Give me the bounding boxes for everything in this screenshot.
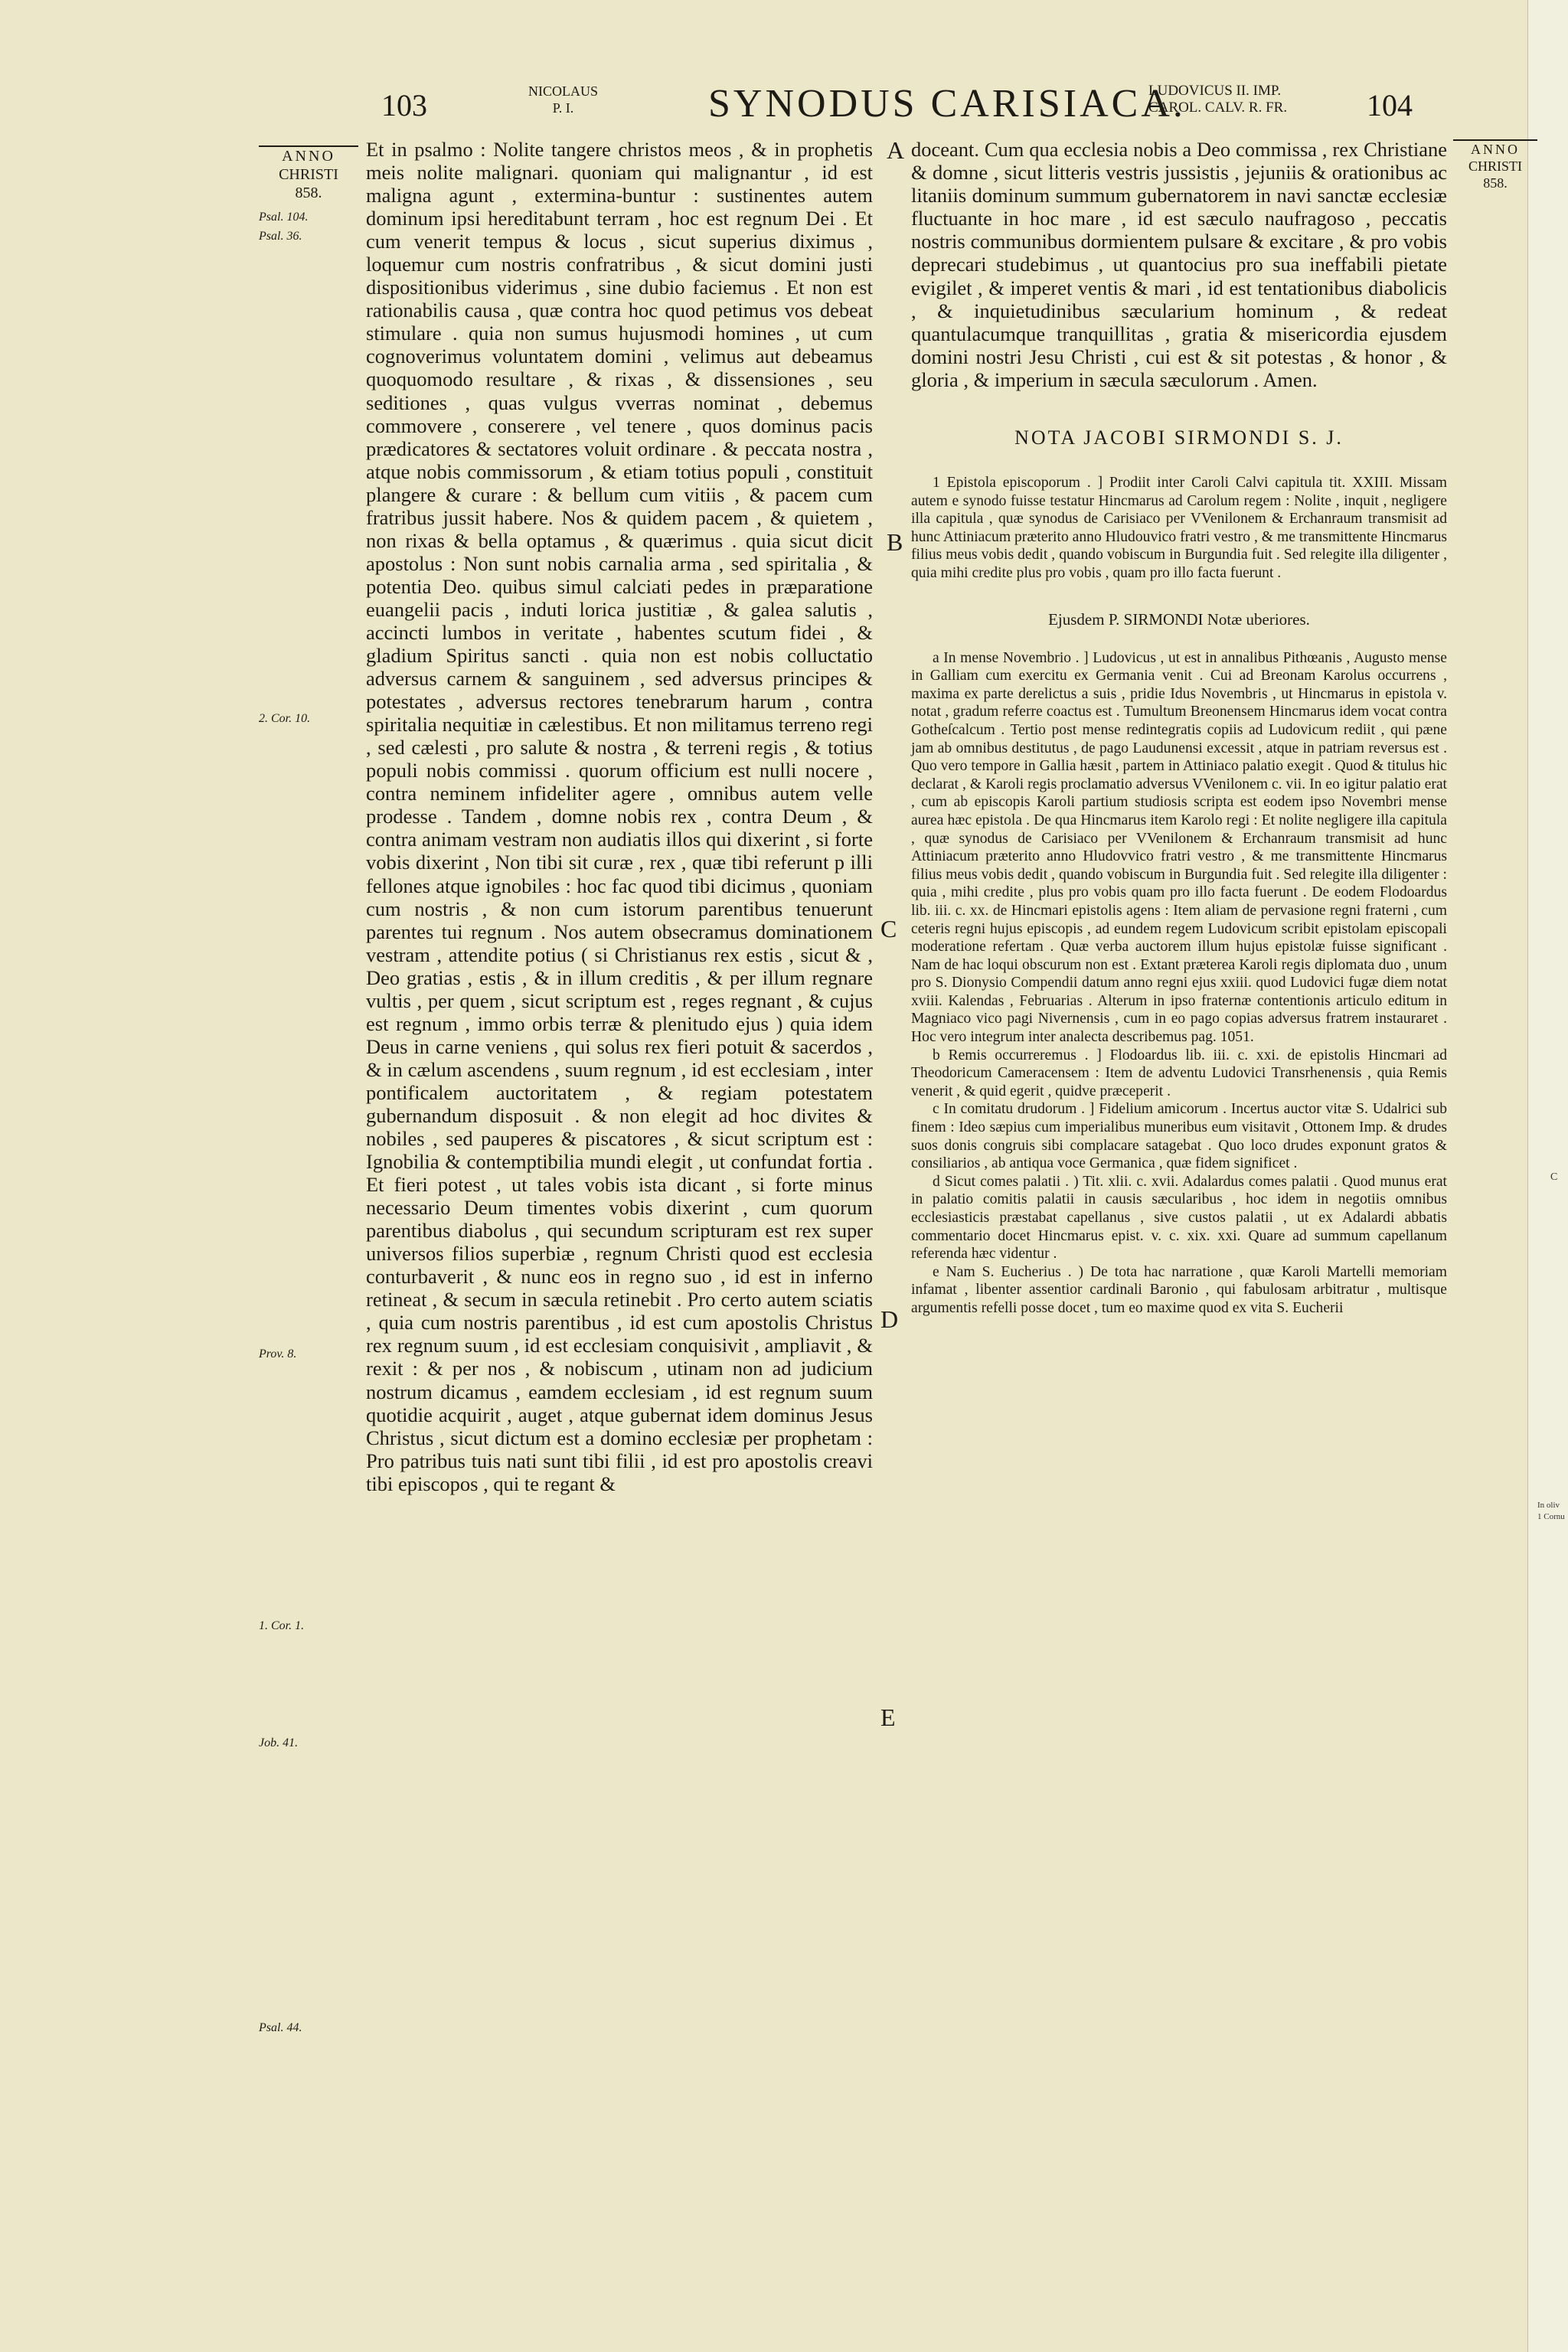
page-title: SYNODUS CARISIACA.: [708, 82, 1186, 126]
right-running-head: [1148, 83, 1287, 116]
nota-block: [911, 474, 1447, 583]
section-letter: D: [880, 1305, 899, 1333]
anno-word: ANNO: [259, 145, 358, 165]
anno-word: ANNO: [1453, 139, 1537, 158]
section-letter: B: [887, 528, 903, 556]
right-page-number: 104: [1367, 88, 1413, 122]
body-text: doceant. Cum qua ecclesia nobis a Deo commissa , rex Christiane & domne , sicut litteris vestris jussistis , jejuniis & orationibus ac litaniis dominum summum gubernatorem in navi sanctæ ecclesiæ fluctuante in hoc mare , id est sæculo naufragoso , peccatis nostris communibus dormientem pulsare & excitare , & pro vobis deprecari studebimus , ut quantocius pro sua ineffabili pietate evigilet , & imperet ventis & mari , id est tentationibus diabolicis , & inquietudinibus sæcularium hominum , & redeat quantulacumque tranquillitas , gratia & misericordia ejusdem domini nostri Jesu Christi , cui est & sit potestas , & honor , & gloria , & imperium in sæcula sæculorum . Amen.: [911, 138, 1447, 391]
note-paragraph: d Sicut comes palatii . ) Tit. xlii. c. xvii. Adalardus comes palatii . Quod munus erat in palatio comitis palatii in causis sæcularibus , hoc idem in negotiis omnibus ecclesiasticis præstabat capellanus , sive custos palatii , ut ex Adalardi abbatis commentario docet Hincmarus epist. v. c. xix. xxi. Quare ad summum capellanum referenda hæc videntur .: [911, 1173, 1447, 1263]
margin-note: 2. Cor. 10.: [259, 712, 311, 725]
running-head-line: CAROL. CALV. R. FR.: [1148, 100, 1288, 116]
body-text: Et in psalmo : Nolite tangere christos meos , & in prophetis meis nolite malignari. quoniam qui malignantur , id est maligna agunt , extermina-buntur : sustinentes autem dominum ipsi hereditabunt terram , hoc est regnum Dei . Et cum venerit tempus & locus , sicut superius diximus , loquemur cum nostris confratribus , & sicut domini justi dispositionibus viderimus , sine dubio faciemus . Et non est rationabilis causa , quæ contra hoc quod petimus vos debeat stimulare . quia non sumus hujusmodi homines , ut cum cognoverimus voluntatem domini , velimus aut debeamus quoquomodo resultare , & rixas , & dissensiones , seu seditiones , quas vulgus vverras nominat , debemus commovere , conserere , vel tenere , quos dominus pacis prædicatores & sectatores voluit ordinare . & peccata nostra , atque nobis commissorum , & etiam totius populi , constituit plangere & curare : & bellum cum vitiis , & pacem cum fratribus jussit habere. Nos & quidem pacem , & quietem , non rixas & bella optamus , & quærimus . quia sicut dicit apostolus : Non sunt nobis carnalia arma , sed spiritalia , & potentia Deo. quibus simul calciati pedes in præparatione euangelii pacis , induti lorica justitiæ , & galea salutis , accincti lumbos in veritate , habentes scutum fidei , & gladium Spiritus sancti . quia non est nobis colluctatio adversus carnem & sanguinem , sed adversus principes & potestates , adversus rectores tenebrarum harum , contra spiritalia nequitiæ in cælestibus. Et non militamus terreno regi , sed cælesti , pro salute & nostra , & terreni regis , & totius populi nobis commissi . quorum officium est nulli nocere , contra neminem infideliter agere , omnibus autem velle prodesse . Tandem , domne nobis rex , contra Deum , & contra animam vestram non audiatis illos qui dixerint , si forte vobis dixerint , Non tibi sit curæ , rex , quæ tibi referunt p illi fellones atque ignobiles : hoc fac quod tibi dicimus , quoniam cum nostris , & non cum istorum parentibus tenuerunt parentes tui regnum . Nos autem obsecramus dominationem vestram , attendite potius ( si Christianus rex estis , sicut & , Deo gratias , estis , & in illum creditis , & per illum regnare vultis , per quem , sicut scriptum est , reges regnant , & cujus est regnum , immo orbis terræ & plenitudo ejus ) quia idem Deus in carne veniens , qui solus rex fieri potuit & sacerdos , & in cælum ascendens , suum regnum , id est ecclesiam , inter pontificalem auctoritatem , & regiam potestatem gubernandum disposuit . & non elegit ad hoc divites & nobiles , sed pauperes & piscatores , & sicut scriptum est : Ignobilia & contemptibilia mundi elegit , ut confundat fortia . Et fieri potest , ut tales vobis ista dicant , si forte minus necessario Deum timentes vobis dixerint , cum quorum parentibus diabolus , qui secundum scripturam est rex super universos filios superbiæ , regnum Christi quod est ecclesia conturbaverit , & nunc eos in regno suo , id est in inferno retineat , & secum in sæcula retinebit . Pro certo autem sciatis , quia cum nostris parentibus , id est cum apostolis Christus rex regnum suum , id est ecclesiam conquisivit , ampliavit , & rexit : & per nos , & nobiscum , utinam non ad judicium nostrum dicamus , eamdem ecclesiam , id est regnum suum quotidie acquirit , auget , atque gubernat idem dominus Jesus Christus , sicut dictum est a domino ecclesiæ per prophetam : Pro patribus tuis nati sunt tibi filii , id est pro apostolis creavi tibi episcopos , qui te regant &: [366, 138, 873, 1495]
running-head-line: P. I.: [552, 100, 574, 116]
anno-year: 858.: [1483, 175, 1508, 191]
christi-word: CHRISTI: [279, 166, 338, 183]
margin-note: Psal. 104.: [259, 211, 309, 224]
left-running-head: [528, 83, 598, 116]
margin-note: Prov. 8.: [259, 1348, 297, 1361]
left-page-number: 103: [381, 88, 427, 122]
edge-mark: C: [1550, 1171, 1558, 1183]
page-edge-line: [1527, 0, 1528, 2352]
page-edge: [1527, 0, 1568, 2352]
anno-christi-left: [259, 145, 358, 202]
nota-heading: NOTA JACOBI SIRMONDI S. J.: [1014, 426, 1344, 449]
margin-note: Psal. 36.: [259, 230, 302, 243]
anno-christi-right: [1453, 139, 1537, 191]
running-head-line: LUDOVICUS II. IMP.: [1148, 83, 1282, 99]
running-head-line: NICOLAUS: [528, 83, 599, 99]
edge-mark: In oliv: [1537, 1501, 1560, 1510]
left-column: [366, 138, 873, 1495]
margin-note: Job. 41.: [259, 1736, 299, 1749]
section-letter: E: [880, 1704, 896, 1731]
margin-note: 1. Cor. 1.: [259, 1619, 305, 1632]
note-paragraph: b Remis occurreremus . ] Flodoardus lib. iii. c. xxi. de epistolis Hincmari ad Theodoricum Cameracensem : Item de adventu Ludovici Transrhenensis , quia Remis venerit , & quid egerit , quidve præceperit .: [911, 1047, 1447, 1099]
edge-mark: 1 Cornu: [1537, 1512, 1565, 1521]
notes-block: [911, 649, 1447, 1318]
note-paragraph: 1 Epistola episcoporum . ] Prodiit inter Caroli Calvi capitula tit. XXIII. Missam autem e synodo fuisse testatur Hincmarus ad Carolum regem : Nolite , inquit , negligere illa capitula , quæ synodus de Carisiaco per VVenilonem & Erchanraum transmisit ad hunc Attiniacum præterito anno Hludouvico fratri vestro , & me transmittente Hincmarus filius meus vobis dedit , quando vobiscum in Burgundia fuit . Sed relegite illa diligenter , quia mihi credite plus pro vobis , quam pro illo facta fuerunt .: [911, 475, 1447, 581]
note-paragraph: c In comitatu drudorum . ] Fidelium amicorum . Incertus auctor vitæ S. Udalrici sub finem : Ideo sæpius cum imperialibus muneribus eum visitavit , Ottonem Imp. & drudes suos donis congruis sibi complacare satagebat . Quo loco drudes exponunt gratos & consiliarios , ab antiqua voce Germanica , quæ fidem significet .: [911, 1101, 1447, 1172]
section-letter: A: [887, 136, 905, 164]
right-column: [911, 138, 1447, 1318]
christi-word: CHRISTI: [1468, 158, 1522, 174]
margin-note: Psal. 44.: [259, 2021, 302, 2034]
running-header: [0, 77, 1568, 130]
note-paragraph: e Nam S. Eucherius . ) De tota hac narratione , quæ Karoli Martelli memoriam infamat , libenter assentior cardinali Baronio , qui fabulosam arbitratur , multisque argumentis refelli posse docet , tum eo maxime quod ex vita S. Eucherii: [911, 1263, 1447, 1316]
note-paragraph: a In mense Novembrio . ] Ludovicus , ut est in annalibus Pithœanis , Augusto mense in Galliam cum exercitu ex Germania venit . Cui ad Breonam Karolus occurrens , maxima ex parte derelictus a suis , pridie Idus Novembris , ut Hincmarus in epistola v. notat , gradum referre coactus est . Tumultum Breonensem Hincmarus idem vocat contra Gotheſcalcum . Tertio post mense redintegratis copiis ad Ludovicum rediit , qui pæne jam ab omnibus destitutus , de pago Laudunensi excessit , atque in patriam reversus est . Quo vero tempore in Gallia hæsit , partem in Attiniaco palatio exegit . Quod & titulus hic declarat , & Karoli regis proclamatio adversus VVenilonem c. vii. In eo igitur palatio erat , cum ab episcopis Karoli partium studiosis scripta est eodem ipso Novembri mense aurea hæc epistola . De qua Hincmarus item Karolo regi : Et nolite negligere illa capitula , quæ synodus de Carisiaco per VVenilonem & Erchanraum transmisit ad hunc Attiniacum præterito anno Hludovvico fratri vestro , & me transmittente Hincmarus filius meus vobis dedit , quando vobiscum in Burgundia fuit . Sed relegite illa diligenter : quia , mihi credite , plus pro vobis quam pro illo facta fuerunt . De eodem Flodoardus lib. iii. c. xx. de Hincmari epistolis agens : Item aliam de pervasione regni fraterni , cum ceteris regni hujus episcopis , ad eundem regem Ludovicum scribit epistolam episcopali moderatione refertam . Quæ verba auctorem illum hujus epistolæ fuisse significant . Nam de hac loqui obscurum non est . Extant præterea Karoli regis diplomata duo , unum pro S. Dionysio Compendii datum anno regni ejus xxiii. quod Ludovici fugæ diem notat xviii. Kalendas , Februarias . Alterum in ipso fraternæ contentionis articulo editum in Magniaco vico pagi Nivernensis , cum in eo pago copias adversus fratrem instauraret . Hoc vero integrum inter analecta describemus pag. 1051.: [911, 649, 1447, 1046]
notes-subheading: Ejusdem P. SIRMONDI Notæ uberiores.: [1048, 609, 1310, 629]
anno-year: 858.: [295, 185, 322, 201]
section-letter: C: [880, 915, 897, 942]
